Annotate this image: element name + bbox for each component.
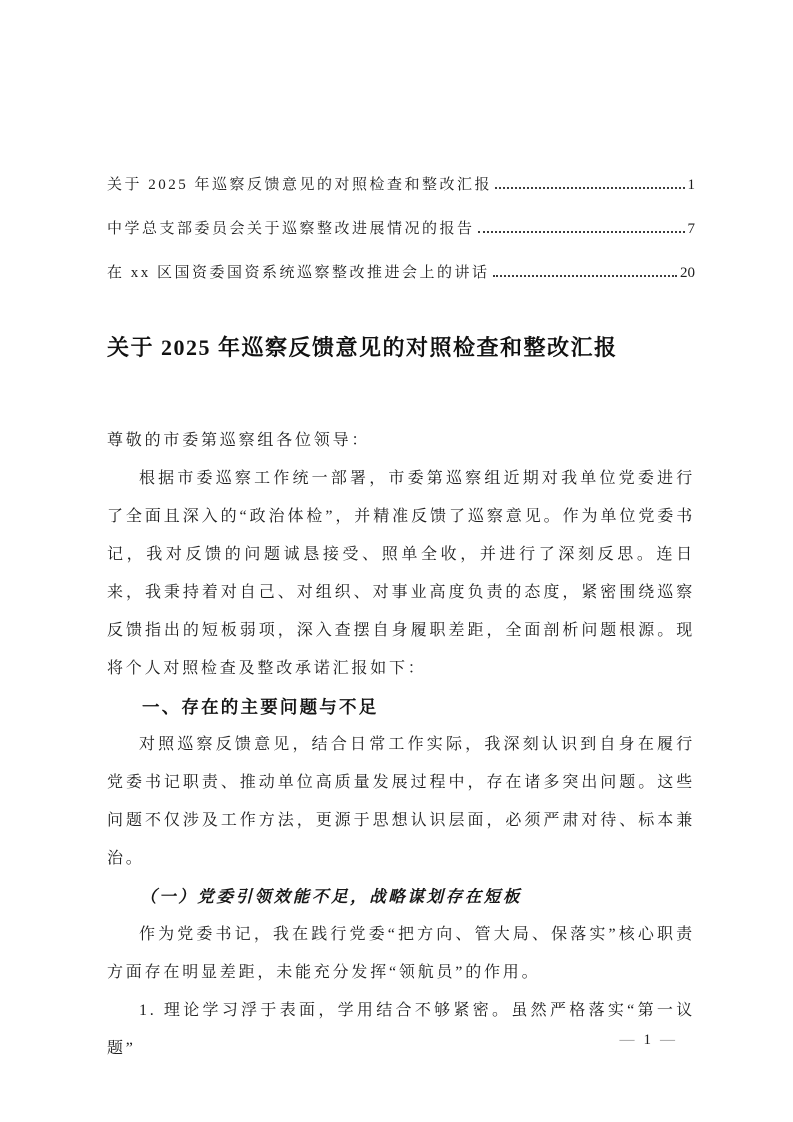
toc-page-number: 1 bbox=[687, 176, 695, 193]
document-body bbox=[107, 422, 695, 1068]
table-of-contents bbox=[107, 150, 695, 282]
page-number-right-dash: — bbox=[660, 1032, 675, 1048]
page-number-value: 1 bbox=[643, 1032, 651, 1048]
toc-item-3[interactable] bbox=[107, 238, 695, 282]
subsection-1-heading: （一）党委引领效能不足，战略谋划存在短板 bbox=[140, 887, 522, 906]
document-title: 关于 2025 年巡察反馈意见的对照检查和整改汇报 bbox=[107, 335, 618, 360]
intro-paragraph: 根据市委巡察工作统一部署，市委第巡察组近期对我单位党委进行了全面且深入的“政治体检”，并精准反馈了巡察意见。作为单位党委书记，我对反馈的问题诚恳接受、照单全收，并进行了深刻反思。连日来，我秉持着对自己、对组织、对事业高度负责的态度，紧密围绕巡察反馈指出的短板弱项，深入查摆自身履职差距，全面剖析问题根源。现将个人对照检查及整改承诺汇报如下： bbox=[107, 470, 695, 677]
toc-item-title: 在 xx 区国资委国资系统巡察整改推进会上的讲话 bbox=[107, 265, 490, 281]
toc-item-title: 中学总支部委员会关于巡察整改进展情况的报告 bbox=[107, 221, 475, 237]
numbered-point-1-paragraph: 1. 理论学习浮于表面，学用结合不够紧密。虽然严格落实“第一议题” bbox=[107, 1002, 695, 1057]
section-1-heading: 一、存在的主要问题与不足 bbox=[142, 697, 379, 717]
toc-page-number: 7 bbox=[687, 220, 695, 237]
page-number bbox=[620, 1031, 676, 1049]
toc-item-title: 关于 2025 年巡察反馈意见的对照检查和整改汇报 bbox=[107, 177, 493, 193]
toc-page-number: 20 bbox=[680, 264, 695, 281]
subsection-1-paragraph: 作为党委书记，我在践行党委“把方向、管大局、保落实”核心职责方面存在明显差距，未能充分发挥“领航员”的作用。 bbox=[107, 926, 695, 981]
toc-item-1[interactable] bbox=[107, 150, 695, 194]
page-number-left-dash: — bbox=[619, 1032, 635, 1048]
toc-dot-leader bbox=[478, 231, 685, 233]
toc-dot-leader bbox=[495, 187, 684, 189]
section-1-paragraph: 对照巡察反馈意见，结合日常工作实际，我深刻认识到自身在履行党委书记职责、推动单位高质量发展过程中，存在诸多突出问题。这些问题不仅涉及工作方法，更源于思想认识层面，必须严肃对待、标本兼治。 bbox=[107, 736, 695, 867]
toc-dot-leader bbox=[493, 275, 677, 277]
toc-item-2[interactable] bbox=[107, 194, 695, 238]
salutation-line: 尊敬的市委第巡察组各位领导： bbox=[107, 432, 371, 449]
